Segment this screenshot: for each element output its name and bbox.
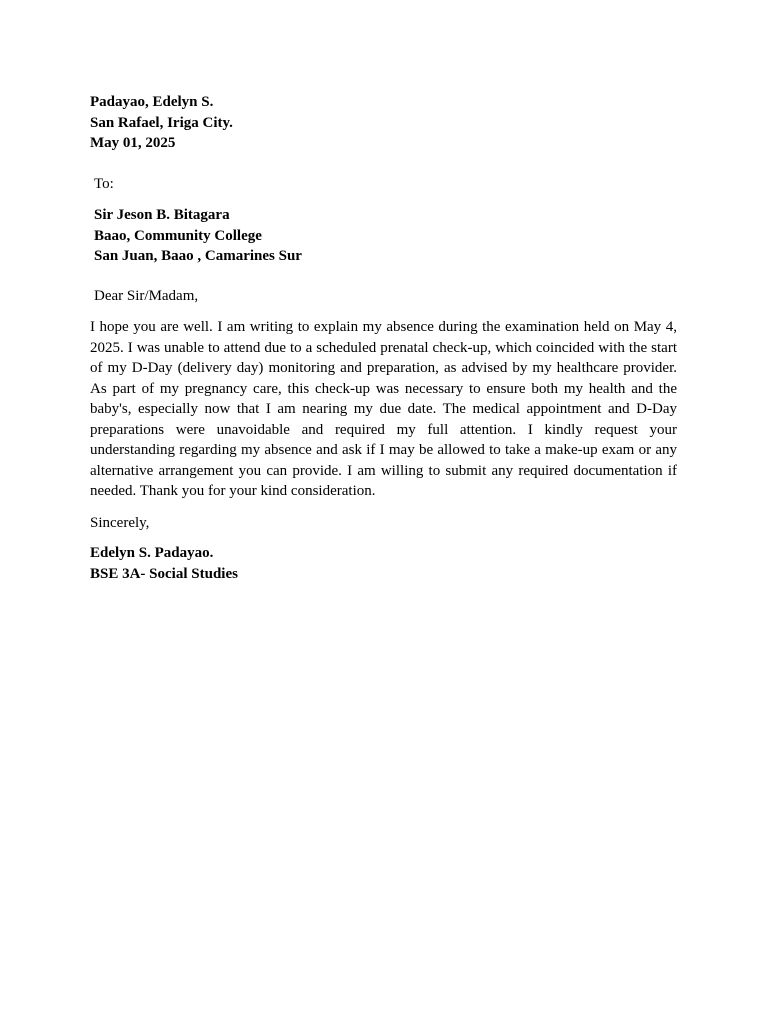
body-paragraph: I hope you are well. I am writing to explain my absence during the examination held on May 4, 2025. I was unable to attend due to a scheduled prenatal check-up, which coincided with the start of my D-Day (delivery day) monitoring and preparation, as advised by my healthcare provider. As part of my pregnancy care, this check-up was necessary to ensure both my health and the baby's, especially now that I am nearing my due date. The medical appointment and D-Day preparations were unavoidable and required my full attention. I kindly request your understanding regarding my absence and ask if I may be allowed to take a make-up exam or any alternative arrangement you can provide. I am willing to submit any required documentation if needed. Thank you for your kind consideration. [90, 319, 677, 499]
signature-program: BSE 3A- Social Studies [90, 565, 238, 582]
sender-block [90, 92, 677, 154]
recipient-address: San Juan, Baao , Camarines Sur [94, 248, 302, 264]
to-label: To: [94, 176, 114, 192]
sender-name: Padayao, Edelyn S. [90, 94, 214, 110]
signature-name: Edelyn S. Padayao. [90, 545, 214, 561]
closing: Sincerely, [90, 515, 150, 531]
recipient-name: Sir Jeson B. Bitagara [94, 207, 230, 223]
to-block [94, 174, 681, 195]
signature-block [90, 543, 677, 584]
sender-address: San Rafael, Iriga City. [90, 114, 233, 131]
closing-block [90, 513, 677, 534]
salutation: Dear Sir/Madam, [94, 288, 199, 304]
recipient-institution: Baao, Community College [94, 227, 262, 244]
body-block [90, 317, 677, 502]
salutation-block [94, 286, 681, 307]
recipient-block [94, 205, 681, 267]
letter-date: May 01, 2025 [90, 135, 176, 151]
